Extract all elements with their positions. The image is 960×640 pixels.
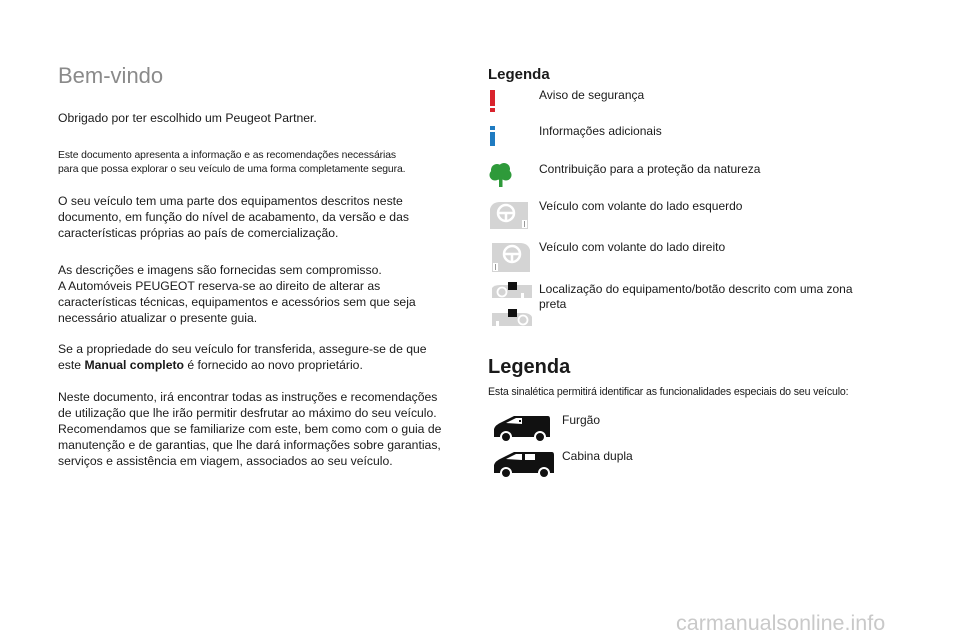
page-title: Bem-vindo [58, 63, 164, 88]
legend-item-van [492, 413, 652, 449]
legend-item-double-cab [492, 449, 652, 485]
paragraph-line: necessário atualizar o presente guia. [58, 311, 258, 325]
legend-item-right-hand-drive [488, 240, 888, 280]
legend-label: Aviso de segurança [539, 88, 645, 102]
paragraph-line: características próprias ao país de comercialização. [58, 226, 339, 240]
legend-heading: Legenda [488, 66, 550, 83]
paragraph-line: serviços e assistência em viagem, associados ao seu veículo. [58, 454, 393, 468]
legend-description: Esta sinalética permitirá identificar as funcionalidades especiais do seu veículo: [488, 386, 849, 398]
paragraph-line: Neste documento, irá encontrar todas as instruções e recomendações [58, 390, 438, 404]
paragraph-line: de utilização que lhe irão permitir desfrutar ao máximo do seu veículo. [58, 406, 437, 420]
legend-item-left-hand-drive [488, 199, 888, 239]
vehicle-label: Furgão [562, 413, 601, 427]
intro-text: Obrigado por ter escolhido um Peugeot Partner. [58, 111, 317, 125]
note-line: Este documento apresenta a informação e as recomendações necessárias [58, 150, 397, 161]
legend-label: Informações adicionais [539, 124, 662, 138]
bold-text: Manual completo [84, 358, 184, 372]
double-cab-icon [492, 449, 556, 486]
legend-label [539, 282, 869, 312]
paragraph-line: Se a propriedade do seu veículo for transferida, assegure-se de que [58, 342, 427, 356]
note-line: para que possa explorar o seu veículo de uma forma completamente segura. [58, 164, 406, 175]
legend-label: Veículo com volante do lado esquerdo [539, 199, 743, 213]
disclaimer-paragraph [58, 262, 450, 326]
vehicle-label: Cabina dupla [562, 449, 633, 463]
black-zone-location-icon [488, 282, 536, 337]
paragraph-line: O seu veículo tem uma parte dos equipamentos descritos neste [58, 194, 403, 208]
paragraph-line: manutenção e de garantias, que lhe dará informações sobre garantias, [58, 438, 441, 452]
paragraph-line: características técnicas, equipamentos e acessórios sem que seja [58, 295, 416, 309]
legend-label: Veículo com volante do lado direito [539, 240, 726, 254]
info-icon [488, 124, 498, 153]
legend-heading-vehicle: Legenda [488, 356, 571, 378]
usage-paragraph [58, 389, 450, 469]
transfer-paragraph [58, 341, 450, 373]
legend-label: Contribuição para a proteção da natureza [539, 162, 761, 176]
warning-exclamation-icon [488, 88, 498, 119]
legend-item-black-zone [488, 282, 888, 332]
equipment-paragraph [58, 193, 450, 241]
steering-wheel-right-icon [488, 240, 532, 279]
legend-item-safety-warning [488, 88, 888, 128]
watermark: carmanualsonline.info [676, 611, 886, 635]
paragraph-line: Recomendamos que se familiarize com este, bem como com o guia de [58, 422, 442, 436]
paragraph-line: documento, em função do nível de acabamento, da versão e das [58, 210, 409, 224]
paragraph-line [58, 357, 450, 373]
text-span: este [58, 358, 85, 372]
van-icon [492, 413, 552, 450]
paragraph-line: As descrições e imagens são fornecidas sem compromisso. [58, 263, 382, 277]
paragraph-line: A Automóveis PEUGEOT reserva-se ao direito de alterar as [58, 279, 381, 293]
legend-item-nature-protection [488, 162, 888, 202]
steering-wheel-left-icon [488, 199, 532, 236]
document-note [58, 149, 450, 177]
legend-label-line: Localização do equipamento/botão descrito com uma zona [539, 282, 853, 296]
tree-icon [488, 162, 514, 193]
legend-item-additional-info [488, 124, 888, 164]
legend-label-line: preta [539, 297, 567, 311]
text-span: é fornecido ao novo proprietário. [183, 358, 363, 372]
